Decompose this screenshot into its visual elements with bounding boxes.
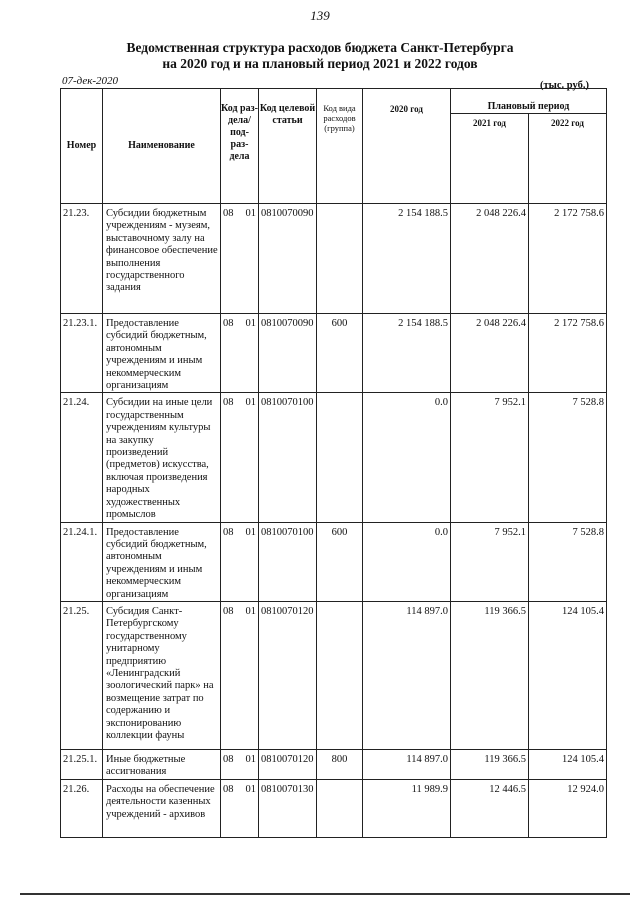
row-number: 21.25.1. [61,749,103,779]
row-value-2021: 7 952.1 [451,522,529,601]
table-row [61,779,607,837]
row-razdel: 08 [223,526,234,538]
page-number: 139 [310,8,330,23]
row-number: 21.24. [61,393,103,522]
document-date: 07-дек-2020 [62,75,119,87]
row-name: Субсидии на иные цели государственным учреждениям культуры на закупку произведений (предметов) искусства, включая произведения народных художественных промыслов [103,393,221,522]
row-name: Предоставление субсидий бюджетным, автономным учреждениям и иным некоммерческим организациям [103,314,221,393]
row-kvr [317,393,363,522]
row-razdel: 08 [223,753,234,765]
row-razdel: 08 [223,605,234,617]
header-plan: Плановый период [451,89,607,114]
row-razdel: 08 [223,318,234,329]
row-value-2022: 7 528.8 [529,522,607,601]
header-2021: 2021 год [451,114,529,204]
row-kvr [317,779,363,837]
header-2020: 2020 год [363,89,451,204]
row-podrazdel: 01 [245,318,256,329]
row-value-2020: 0.0 [363,393,451,522]
row-number: 21.23.1. [61,314,103,393]
table-row [61,522,607,601]
header-razd: Код раз- дела/ под- раз- дела [221,89,259,204]
document-title-line2: на 2020 год и на плановый период 2021 и 2022 годов [162,56,478,71]
row-podrazdel: 01 [245,783,256,795]
header-kvr: Код вида расходов (группа) [317,89,363,204]
row-kvr [317,601,363,749]
table-row [61,601,607,749]
budget-table [60,88,607,838]
row-value-2020: 11 989.9 [363,779,451,837]
row-kcs: 0810070090 [259,314,317,393]
row-kcs: 0810070100 [259,522,317,601]
row-razdel: 08 [223,397,234,409]
row-value-2021: 2 048 226.4 [451,204,529,314]
row-razd [221,601,259,749]
document-title-line1: Ведомственная структура расходов бюджета Санкт-Петербурга [126,40,514,55]
row-number: 21.23. [61,204,103,314]
row-razd [221,522,259,601]
row-name: Предоставление субсидий бюджетным, автономным учреждениям и иным некоммерческим организациям [103,522,221,601]
row-value-2021: 7 952.1 [451,393,529,522]
row-kvr [317,204,363,314]
header-num: Номер [61,89,103,204]
row-value-2022: 124 105.4 [529,601,607,749]
row-podrazdel: 01 [245,526,256,538]
row-value-2021: 2 048 226.4 [451,314,529,393]
row-kcs: 0810070120 [259,601,317,749]
page-bottom-rule [20,893,630,895]
row-value-2020: 2 154 188.5 [363,204,451,314]
header-2022: 2022 год [529,114,607,204]
row-razd [221,393,259,522]
row-razd [221,779,259,837]
row-value-2022: 2 172 758.6 [529,314,607,393]
row-number: 21.26. [61,779,103,837]
row-value-2022: 12 924.0 [529,779,607,837]
table-row [61,314,607,393]
header-kcs: Код целевой статьи [259,89,317,204]
row-value-2020: 114 897.0 [363,601,451,749]
row-razdel: 08 [223,783,234,795]
row-razd [221,204,259,314]
row-name: Иные бюджетные ассигнования [103,749,221,779]
row-kvr: 800 [317,749,363,779]
table-row [61,204,607,314]
row-name: Субсидия Санкт-Петербургскому государственному унитарному предприятию «Ленинградский зоологический парк» на возмещение затрат по содержанию и экспонированию коллекции фауны [103,601,221,749]
row-value-2021: 12 446.5 [451,779,529,837]
header-name: Наименование [103,89,221,204]
row-number: 21.25. [61,601,103,749]
row-kcs: 0810070090 [259,204,317,314]
row-value-2021: 119 366.5 [451,749,529,779]
row-value-2022: 2 172 758.6 [529,204,607,314]
row-podrazdel: 01 [245,605,256,617]
row-podrazdel: 01 [245,753,256,765]
row-value-2022: 7 528.8 [529,393,607,522]
row-kcs: 0810070100 [259,393,317,522]
table-row [61,749,607,779]
row-razdel: 08 [223,208,234,219]
row-podrazdel: 01 [245,397,256,409]
row-kvr: 600 [317,522,363,601]
row-podrazdel: 01 [245,208,256,219]
row-value-2022: 124 105.4 [529,749,607,779]
row-kvr: 600 [317,314,363,393]
row-kcs: 0810070130 [259,779,317,837]
row-value-2020: 114 897.0 [363,749,451,779]
row-razd [221,314,259,393]
units-label: (тыс. руб.) [540,80,589,91]
row-name: Субсидии бюджетным учреждениям - музеям, выставочному залу на финансовое обеспечение выполнения государственного задания [103,204,221,314]
row-value-2020: 2 154 188.5 [363,314,451,393]
row-number: 21.24.1. [61,522,103,601]
row-kcs: 0810070120 [259,749,317,779]
row-value-2021: 119 366.5 [451,601,529,749]
row-razd [221,749,259,779]
table-row [61,393,607,522]
row-name: Расходы на обеспечение деятельности казенных учреждений - архивов [103,779,221,837]
row-value-2020: 0.0 [363,522,451,601]
